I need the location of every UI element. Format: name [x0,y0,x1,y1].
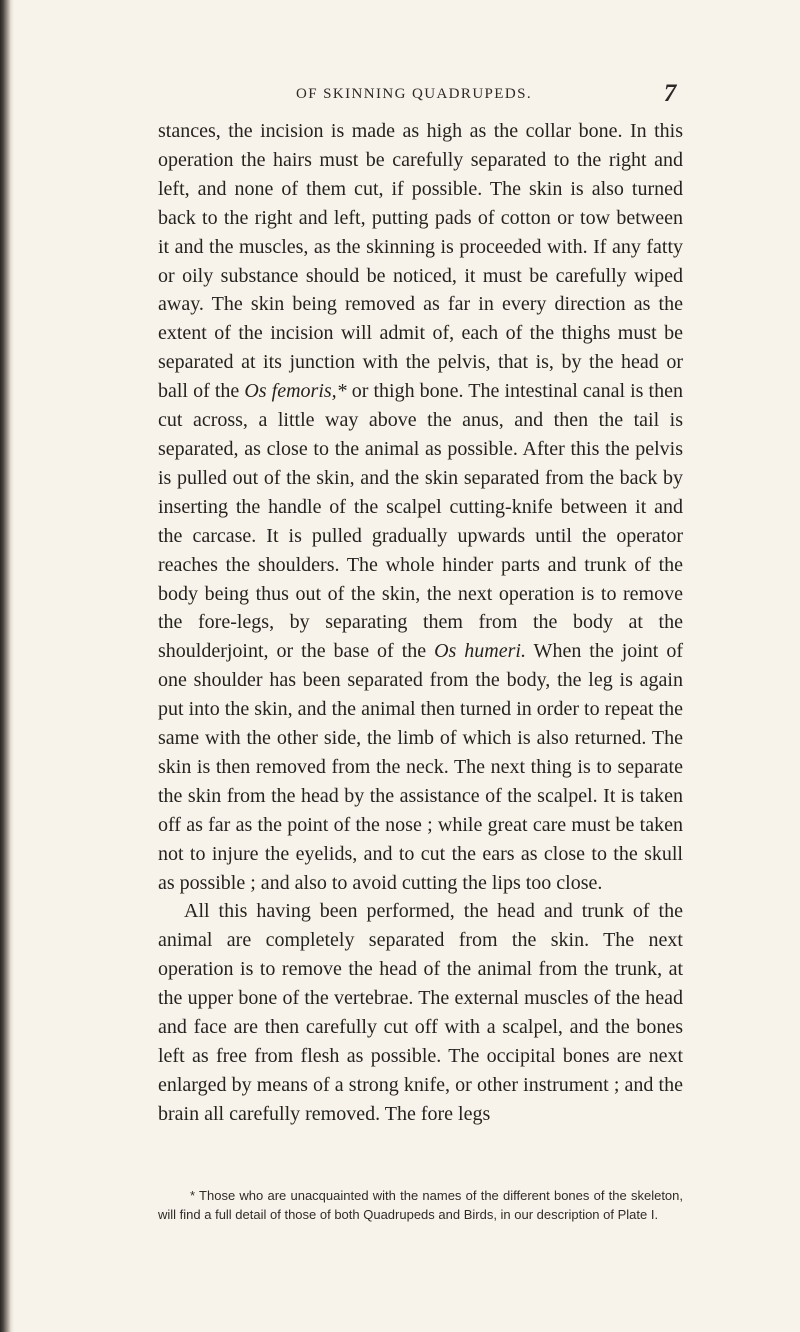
footnote [158,1186,683,1224]
paragraph-1-text-c: When the joint of one shoulder has been separated from the body, the leg is again put into the skin, and the animal then turned in order to repeat the same with the other side, the limb of which is also returned. The skin is then removed from the neck. The next thing is to separate the skin from the head by the assistance of the scalpel. It is taken off as far as the point of the nose ; while great care must be taken not to injure the eyelids, and to cut the ears as close to the skull as possible ; and also to avoid cutting the lips too close. [158,640,683,894]
paragraph-1-text-b: or thigh bone. The intestinal canal is then cut across, a little way above the anus, and then the tail is separated, as close to the animal as possible. After this the pelvis is pulled out of the skin, and the skin separated from the back by inserting the handle of the scalpel cutting-knife between it and the carcase. It is pulled gradually upwards until the operator reaches the shoulders. The whole hinder parts and trunk of the body being thus out of the skin, the next operation is to remove the fore-legs, by separating them from the body at the shoulderjoint, or the base of the [158,380,683,663]
book-page [14,0,800,1332]
paragraph-1 [158,117,683,897]
paragraph-2: All this having been performed, the head and trunk of the animal are completely separated from the skin. The next operation is to remove the head of the animal from the trunk, at the upper bone of the vertebrae. The external muscles of the head and face are then carefully cut off with a scalpel, and the bones left as free from flesh as possible. The occipital bones are next enlarged by means of a strong knife, or other instrument ; and the brain all carefully removed. The fore legs [158,900,683,1125]
scan-binding-edge [0,0,14,1332]
paragraph-1-text-a: stances, the incision is made as high as the collar bone. In this operation the hairs must be carefully separated to the right and left, and none of them cut, if possible. The skin is also turned back to the right and left, putting pads of cotton or tow between it and the muscles, as the skinning is proceeded with. If any fatty or oily substance should be noticed, it must be carefully wiped away. The skin being removed as far in every direction as the extent of the incision will admit of, each of the thighs must be separated at its junction with the pelvis, that is, by the head or ball of the [158,120,683,403]
running-head-title: OF SKINNING QUADRUPEDS. [296,86,532,102]
os-femoris-term: Os femoris,* [244,380,347,403]
page-number: 7 [663,80,677,107]
os-humeri-term: Os humeri. [434,640,526,663]
body-text [158,117,683,1129]
footnote-text: * Those who are unacquainted with the names of the different bones of the skeleton, will find a full detail of those of both Quadrupeds and Birds, in our description of Plate I. [158,1188,683,1222]
